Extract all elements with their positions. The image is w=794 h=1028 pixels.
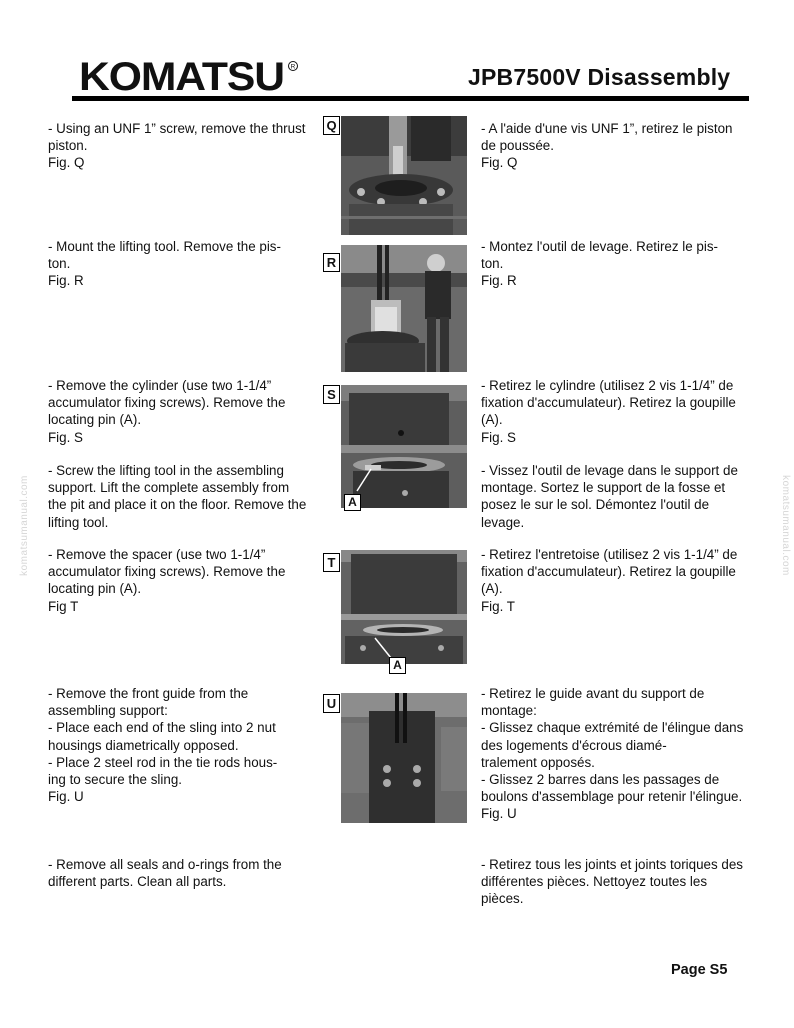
- figure-s-callout-a: A: [344, 494, 361, 511]
- figure-q-label: Q: [323, 116, 340, 135]
- document-title: JPB7500V Disassembly: [468, 64, 731, 90]
- step-lift-english: - Screw the lifting tool in the assembling support. Lift the complete assembly from the pit and place it on the floor. Remove the lifting tool.: [48, 463, 307, 530]
- step-clean-english: - Remove all seals and o-rings from the different parts. Clean all parts.: [48, 857, 282, 890]
- figure-t-photo: [341, 550, 467, 664]
- figure-u-photo: [341, 693, 467, 823]
- step-lift-french: - Vissez l'outil de levage dans le support de montage. Sortez le support de la fosse et posez le sur le sol. Démontez l'outil de levage.: [481, 463, 738, 530]
- figure-u-label: U: [323, 694, 340, 713]
- figure-r-label: R: [323, 253, 340, 272]
- page-number: Page S5: [671, 962, 728, 978]
- figure-t-label: T: [323, 553, 340, 572]
- watermark-left: komatsumanual.com: [18, 475, 30, 576]
- figure-t-callout-a: A: [389, 657, 406, 674]
- step-u-french: - Retirez le guide avant du support de montage: - Glissez chaque extrémité de l'élingue dans des logements d'écrous diamé- tralement opposés. - Glissez 2 barres dans les passages de boulons d'assemblage pour retenir l'élingue. Fig. U: [481, 686, 744, 822]
- figure-s-photo: [341, 385, 467, 508]
- step-q-english: - Using an UNF 1” screw, remove the thrust piston. Fig. Q: [48, 121, 306, 171]
- header-rule: [72, 96, 749, 101]
- komatsu-logo: [79, 54, 309, 96]
- step-u-english: - Remove the front guide from the assembling support: - Place each end of the sling into 2 nut housings diametrically opposed. - Place 2 steel rod in the tie rods hous- ing to secure the sling. Fig. U: [48, 686, 278, 805]
- step-r-english: - Mount the lifting tool. Remove the pis- ton. Fig. R: [48, 239, 281, 289]
- svg-text:R: R: [290, 63, 296, 71]
- figure-r-photo: [341, 245, 467, 372]
- step-t-french: - Retirez l'entretoise (utilisez 2 vis 1-1/4” de fixation d'accumulateur). Retirez la goupille (A). Fig. T: [481, 547, 738, 614]
- step-clean-french: - Retirez tous les joints et joints toriques des différentes pièces. Nettoyez toutes les pièces.: [481, 857, 743, 907]
- figure-s-label: S: [323, 385, 340, 404]
- watermark-right: komatsumanual.com: [779, 475, 791, 576]
- step-r-french: - Montez l'outil de levage. Retirez le pis- ton. Fig. R: [481, 239, 718, 289]
- figure-q-photo: [341, 116, 467, 235]
- step-t-english: - Remove the spacer (use two 1-1/4” accumulator fixing screws). Remove the locating pin (A). Fig T: [48, 547, 286, 614]
- step-q-french: - A l'aide d'une vis UNF 1”, retirez le piston de poussée. Fig. Q: [481, 121, 733, 171]
- svg-text:KOMATSU: KOMATSU: [79, 55, 284, 96]
- step-s-english: - Remove the cylinder (use two 1-1/4” accumulator fixing screws). Remove the locating pin (A). Fig. S: [48, 378, 286, 445]
- step-s-french: - Retirez le cylindre (utilisez 2 vis 1-1/4” de fixation d'accumulateur). Retirez la goupille (A). Fig. S: [481, 378, 736, 445]
